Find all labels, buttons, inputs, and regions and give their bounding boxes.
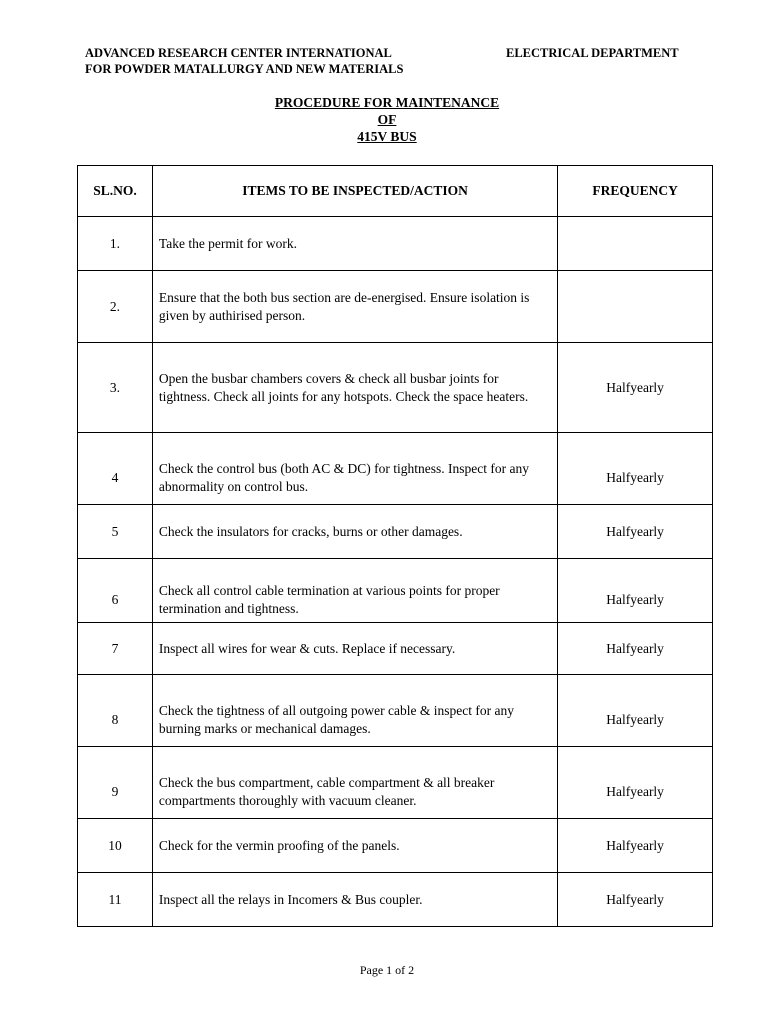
- table-row: [78, 343, 713, 433]
- row-frequency: Halfyearly: [558, 343, 713, 433]
- row-item: Inspect all the relays in Incomers & Bus coupler.: [152, 873, 557, 927]
- table-header-row: [78, 166, 713, 217]
- document-title: [0, 94, 768, 145]
- organization-header: [85, 45, 403, 77]
- row-frequency: Halfyearly: [558, 505, 713, 559]
- table-row: [78, 819, 713, 873]
- row-frequency: Halfyearly: [558, 623, 713, 675]
- table-row: [78, 675, 713, 747]
- row-sl-no: 1.: [78, 217, 153, 271]
- department-header: ELECTRICAL DEPARTMENT: [506, 46, 679, 60]
- row-sl-no: 3.: [78, 343, 153, 433]
- organization-name-line2: FOR POWDER MATALLURGY AND NEW MATERIALS: [85, 62, 404, 76]
- table-row: [78, 433, 713, 505]
- row-frequency: Halfyearly: [558, 873, 713, 927]
- row-item: Check all control cable termination at various points for proper termination and tightness.: [152, 559, 557, 623]
- table-row: [78, 217, 713, 271]
- row-sl-no: 4: [78, 433, 153, 505]
- maintenance-table: [77, 165, 713, 927]
- header-sl-no: SL.NO.: [78, 166, 153, 217]
- row-item: Check the control bus (both AC & DC) for tightness. Inspect for any abnormality on control bus.: [152, 433, 557, 505]
- table-row: [78, 623, 713, 675]
- header-frequency: FREQUENCY: [558, 166, 713, 217]
- row-frequency: Halfyearly: [558, 559, 713, 623]
- row-sl-no: 5: [78, 505, 153, 559]
- row-item: Take the permit for work.: [152, 217, 557, 271]
- table-row: [78, 873, 713, 927]
- table-row: [78, 505, 713, 559]
- table-row: [78, 559, 713, 623]
- header-items: ITEMS TO BE INSPECTED/ACTION: [152, 166, 557, 217]
- row-sl-no: 10: [78, 819, 153, 873]
- row-item: Ensure that the both bus section are de-energised. Ensure isolation is given by authirised person.: [152, 271, 557, 343]
- row-frequency: [558, 217, 713, 271]
- row-item: Open the busbar chambers covers & check all busbar joints for tightness. Check all joints for any hotspots. Check the space heaters.: [152, 343, 557, 433]
- row-item: Check the insulators for cracks, burns or other damages.: [152, 505, 557, 559]
- row-item: Check for the vermin proofing of the panels.: [152, 819, 557, 873]
- row-sl-no: 7: [78, 623, 153, 675]
- table-row: [78, 747, 713, 819]
- row-frequency: Halfyearly: [558, 675, 713, 747]
- title-line3: 415V BUS: [357, 129, 417, 144]
- row-sl-no: 6: [78, 559, 153, 623]
- row-sl-no: 9: [78, 747, 153, 819]
- page-number: Page 1 of 2: [359, 963, 415, 977]
- row-sl-no: 8: [78, 675, 153, 747]
- row-frequency: Halfyearly: [558, 747, 713, 819]
- row-sl-no: 2.: [78, 271, 153, 343]
- row-sl-no: 11: [78, 873, 153, 927]
- row-item: Check the tightness of all outgoing power cable & inspect for any burning marks or mechanical damages.: [152, 675, 557, 747]
- title-line2: OF: [377, 112, 397, 127]
- row-frequency: Halfyearly: [558, 433, 713, 505]
- row-frequency: Halfyearly: [558, 819, 713, 873]
- row-frequency: [558, 271, 713, 343]
- row-item: Inspect all wires for wear & cuts. Replace if necessary.: [152, 623, 557, 675]
- row-item: Check the bus compartment, cable compartment & all breaker compartments thoroughly with vacuum cleaner.: [152, 747, 557, 819]
- title-line1: PROCEDURE FOR MAINTENANCE: [274, 95, 500, 110]
- table-row: [78, 271, 713, 343]
- organization-name-line1: ADVANCED RESEARCH CENTER INTERNATIONAL: [85, 46, 392, 60]
